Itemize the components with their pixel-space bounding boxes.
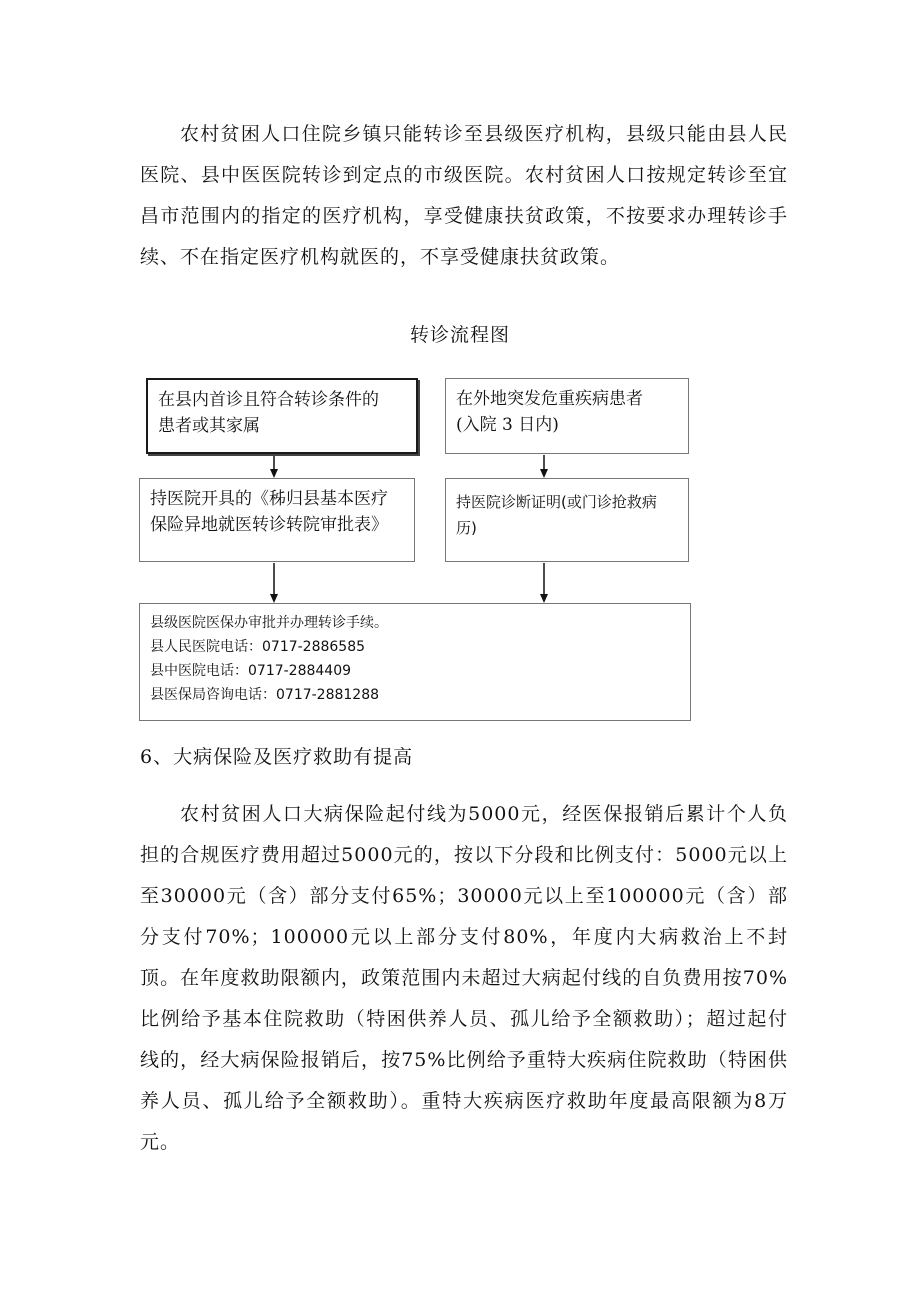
flow-box-local-patient (146, 378, 418, 454)
flow-box-approval-form (139, 478, 415, 562)
box-b-line1: 在外地突发危重疾病患者 (456, 389, 643, 409)
intro-paragraph: 农村贫困人口住院乡镇只能转诊至县级医疗机构，县级只能由县人民医院、县中医医院转诊到定点的市级医院。农村贫困人口按规定转诊至宜昌市范围内的指定的医疗机构，享受健康扶贫政策，不按要求办理转诊手续、不在指定医疗机构就医的，不享受健康扶贫政策。 (140, 123, 788, 268)
box-e-line3: 县中医院电话：0717-2884409 (150, 663, 352, 679)
insurance-paragraph: 农村贫困人口大病保险起付线为5000元，经医保报销后累计个人负担的合规医疗费用超过5000元的，按以下分段和比例支付：5000元以上至30000元（含）部分支付65%；30000元以上至100000元（含）部分支付70%；100000元以上部分支付80%，年度内大病救治上不封顶。在年度救助限额内，政策范围内未超过大病起付线的自负费用按70%比例给予基本住院救助（特困供养人员、孤儿给予全额救助）；超过起付线的，经大病保险报销后，按75%比例给予重特大疾病住院救助（特困供养人员、孤儿给予全额救助）。重特大疾病医疗救助年度最高限额为8万元。 (140, 803, 788, 1153)
flow-box-county-approval (139, 603, 691, 721)
box-a-line1: 在县内首诊且符合转诊条件的 (158, 390, 379, 410)
flowchart-title: 转诊流程图 (409, 324, 510, 346)
box-c-line1: 持医院开具的《秭归县基本医疗 (150, 489, 388, 509)
box-d-line2: 历) (456, 519, 477, 537)
section-heading: 6、大病保险及医疗救助有提高 (140, 746, 414, 768)
box-e-line4: 县医保局咨询电话：0717-2881288 (150, 687, 380, 703)
box-a-line2: 患者或其家属 (158, 416, 260, 436)
box-e-line1: 县级医院医保办审批并办理转诊手续。 (150, 615, 388, 631)
box-b-line2: (入院 3 日内) (456, 415, 559, 435)
box-e-line2: 县人民医院电话：0717-2886585 (150, 639, 366, 655)
box-c-line2: 保险异地就医转诊转院审批表》 (150, 515, 388, 535)
box-d-line1: 持医院诊断证明(或门诊抢救病 (456, 493, 657, 511)
flow-box-diagnosis-certificate (445, 478, 689, 562)
flow-box-emergency-patient (445, 378, 689, 454)
